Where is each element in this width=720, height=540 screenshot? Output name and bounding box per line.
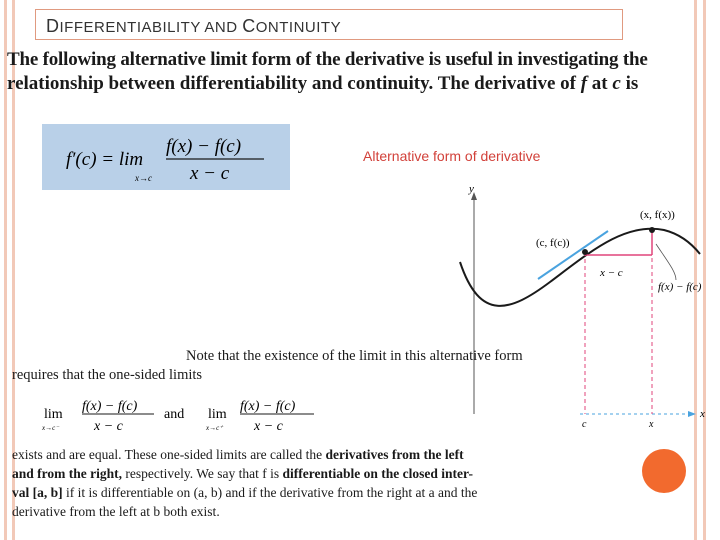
formula-subscript: x→c	[135, 173, 152, 183]
formula-denominator: x − c	[190, 163, 230, 184]
intro-c: c	[612, 73, 621, 94]
right-numerator: f(x) − f(c)	[240, 399, 296, 414]
point-c	[582, 249, 588, 255]
and-text: and	[164, 407, 185, 422]
bottom-l1b: derivatives from the left	[325, 447, 464, 462]
slide-title-box	[35, 9, 623, 40]
lim-left-sub: x→c⁻	[42, 424, 59, 432]
intro-paragraph	[7, 48, 719, 96]
lim-right: lim	[208, 407, 227, 422]
tick-x: x	[649, 419, 654, 430]
label-point-c: (c, f(c))	[536, 237, 570, 249]
bottom-l1a: exists and are equal. These one-sided limits are called the	[12, 447, 326, 462]
bottom-line-1	[12, 445, 582, 464]
intro-line-2	[7, 72, 719, 96]
note-line-2: requires that the one-sided limits	[12, 367, 203, 383]
left-denominator: x − c	[94, 419, 123, 434]
orange-circle-decoration	[642, 449, 686, 493]
bottom-l3b: if it is differentiable on (a, b) and if the derivative from the right at a and the	[62, 485, 478, 500]
title-part-1: IFFERENTIABILITY AND	[59, 19, 243, 36]
derivative-graph	[440, 182, 720, 432]
note-line-1: Note that the existence of the limit in this alternative form	[186, 348, 523, 364]
one-sided-limits	[40, 392, 340, 436]
y-axis-label: y	[469, 183, 474, 195]
lim-left: lim	[44, 407, 63, 422]
derivative-formula-box	[42, 124, 290, 190]
intro-f: f	[580, 73, 588, 94]
label-point-x: (x, f(x))	[640, 209, 675, 221]
label-dx: x − c	[600, 267, 623, 279]
title-part-2: ONTINUITY	[255, 19, 342, 36]
left-numerator: f(x) − f(c)	[82, 399, 138, 414]
right-denominator: x − c	[254, 419, 283, 434]
bottom-l2c: differentiable on the closed inter-	[282, 466, 473, 481]
intro-line-2-text: relationship between differentiability and continuity. The derivative of	[7, 73, 581, 94]
bottom-l2a: and from the right,	[12, 466, 122, 481]
alternative-form-label: Alternative form of derivative	[363, 148, 541, 164]
derivative-formula	[42, 124, 290, 190]
tick-c: c	[582, 419, 587, 430]
bottom-line-2	[12, 464, 582, 483]
formula-numerator: f(x) − f(c)	[166, 136, 242, 157]
x-axis-arrow	[688, 411, 696, 417]
bottom-paragraph	[12, 445, 582, 521]
title-initial-c: C	[242, 16, 256, 36]
formula-lhs: f′(c) = lim	[66, 149, 144, 170]
title-initial: D	[46, 16, 60, 36]
intro-is: is	[620, 73, 639, 94]
function-curve	[460, 229, 700, 306]
point-x	[649, 227, 655, 233]
bottom-l3a: val [a, b]	[12, 485, 63, 500]
x-axis-label: x	[700, 408, 705, 420]
intro-at: at	[587, 73, 613, 94]
lim-right-sub: x→c⁺	[206, 424, 223, 432]
slide-title	[46, 16, 341, 37]
intro-line-1: The following alternative limit form of the derivative is useful in investigating the	[7, 49, 648, 70]
label-dy: f(x) − f(c)	[658, 281, 702, 293]
bottom-l2b: respectively. We say that f is	[122, 466, 283, 481]
bottom-line-4: derivative from the left at b both exist.	[12, 504, 220, 519]
bottom-line-3	[12, 483, 582, 502]
dy-pointer	[656, 244, 676, 280]
